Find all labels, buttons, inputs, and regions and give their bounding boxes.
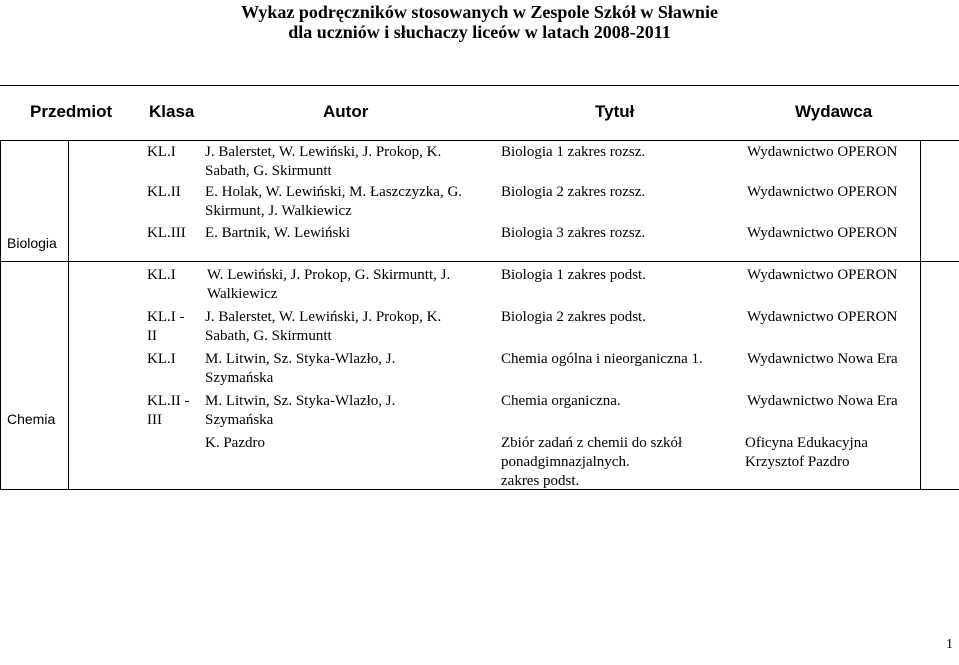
chem-row4-autor-line2: Szymańska [205, 412, 274, 428]
bio-row2-autor-line2: Skirmunt, J. Walkiewicz [205, 203, 352, 219]
chem-row3-autor-line1: M. Litwin, Sz. Styka-Wlazło, J. [205, 351, 396, 367]
bio-row2-klasa: KL.II [147, 184, 181, 200]
chem-row1-wydawca: Wydawnictwo OPERON [747, 267, 898, 283]
bio-row3-autor: E. Bartnik, W. Lewiński [205, 225, 350, 241]
chem-row5-wydawca-line2: Krzysztof Pazdro [745, 454, 850, 470]
chem-row3-autor-line2: Szymańska [205, 370, 274, 386]
table-bottom-border [0, 489, 959, 490]
chem-row1-autor-line1: W. Lewiński, J. Prokop, G. Skirmuntt, J. [207, 267, 451, 283]
bio-row2-tytul: Biologia 2 zakres rozsz. [501, 184, 646, 200]
chem-row1-klasa: KL.I [147, 267, 176, 283]
table-top-border [0, 85, 959, 86]
chem-row2-wydawca: Wydawnictwo OPERON [747, 309, 898, 325]
bio-row1-wydawca: Wydawnictwo OPERON [747, 144, 898, 160]
chem-row3-klasa: KL.I [147, 351, 176, 367]
chem-row3-wydawca: Wydawnictwo Nowa Era [747, 351, 898, 367]
bio-row2-autor-line1: E. Holak, W. Lewiński, M. Łaszczyzka, G. [205, 184, 463, 200]
document-subtitle: dla uczniów i słuchaczy liceów w latach 2008-2011 [288, 22, 671, 42]
chem-row1-tytul: Biologia 1 zakres podst. [501, 267, 646, 283]
chem-row4-autor-line1: M. Litwin, Sz. Styka-Wlazło, J. [205, 393, 396, 409]
page-number: 1 [946, 637, 953, 652]
chem-row3-tytul: Chemia ogólna i nieorganiczna 1. [501, 351, 703, 367]
bio-row1-tytul: Biologia 1 zakres rozsz. [501, 144, 646, 160]
chem-row2-klasa-line1: KL.I - [147, 309, 185, 325]
bio-row2-wydawca: Wydawnictwo OPERON [747, 184, 898, 200]
biologia-bottom-border [0, 261, 959, 262]
chem-row2-autor-line2: Sabath, G. Skirmuntt [205, 328, 332, 344]
chem-row4-klasa-line1: KL.II - [147, 393, 190, 409]
subject-chemia: Chemia [7, 411, 56, 427]
chem-row5-tytul-line2: ponadgimnazjalnych. [501, 454, 630, 470]
table-right-border [920, 140, 921, 490]
header-bottom-border [0, 140, 959, 141]
bio-row1-autor-line1: J. Balerstet, W. Lewiński, J. Prokop, K. [205, 144, 442, 160]
chem-row5-wydawca-line1: Oficyna Edukacyjna [745, 435, 868, 451]
chem-row5-tytul-line3: zakres podst. [501, 473, 580, 489]
chem-row2-autor-line1: J. Balerstet, W. Lewiński, J. Prokop, K. [205, 309, 442, 325]
document-title: Wykaz podręczników stosowanych w Zespole Szkół w Sławnie [241, 2, 718, 22]
chem-row5-autor: K. Pazdro [205, 435, 265, 451]
chem-row4-tytul: Chemia organiczna. [501, 393, 621, 409]
header-tytul: Tytuł [595, 102, 635, 121]
header-wydawca: Wydawca [795, 102, 873, 121]
header-przedmiot: Przedmiot [30, 102, 113, 121]
chem-row4-klasa-line2: III [147, 412, 162, 428]
bio-row3-tytul: Biologia 3 zakres rozsz. [501, 225, 646, 241]
chem-row5-tytul-line1: Zbiór zadań z chemii do szkół [501, 435, 683, 451]
header-klasa: Klasa [149, 102, 195, 121]
chem-row2-klasa-line2: II [147, 328, 157, 344]
table-left-border [0, 140, 1, 490]
chem-row4-wydawca: Wydawnictwo Nowa Era [747, 393, 898, 409]
subject-biologia: Biologia [7, 235, 57, 251]
bio-row1-klasa: KL.I [147, 144, 176, 160]
chem-row2-tytul: Biologia 2 zakres podst. [501, 309, 646, 325]
bio-row1-autor-line2: Sabath, G. Skirmuntt [205, 163, 332, 179]
bio-row3-klasa: KL.III [147, 225, 186, 241]
bio-row3-wydawca: Wydawnictwo OPERON [747, 225, 898, 241]
chem-row1-autor-line2: Walkiewicz [207, 286, 278, 302]
subject-column-border [68, 140, 69, 490]
header-autor: Autor [323, 102, 369, 121]
